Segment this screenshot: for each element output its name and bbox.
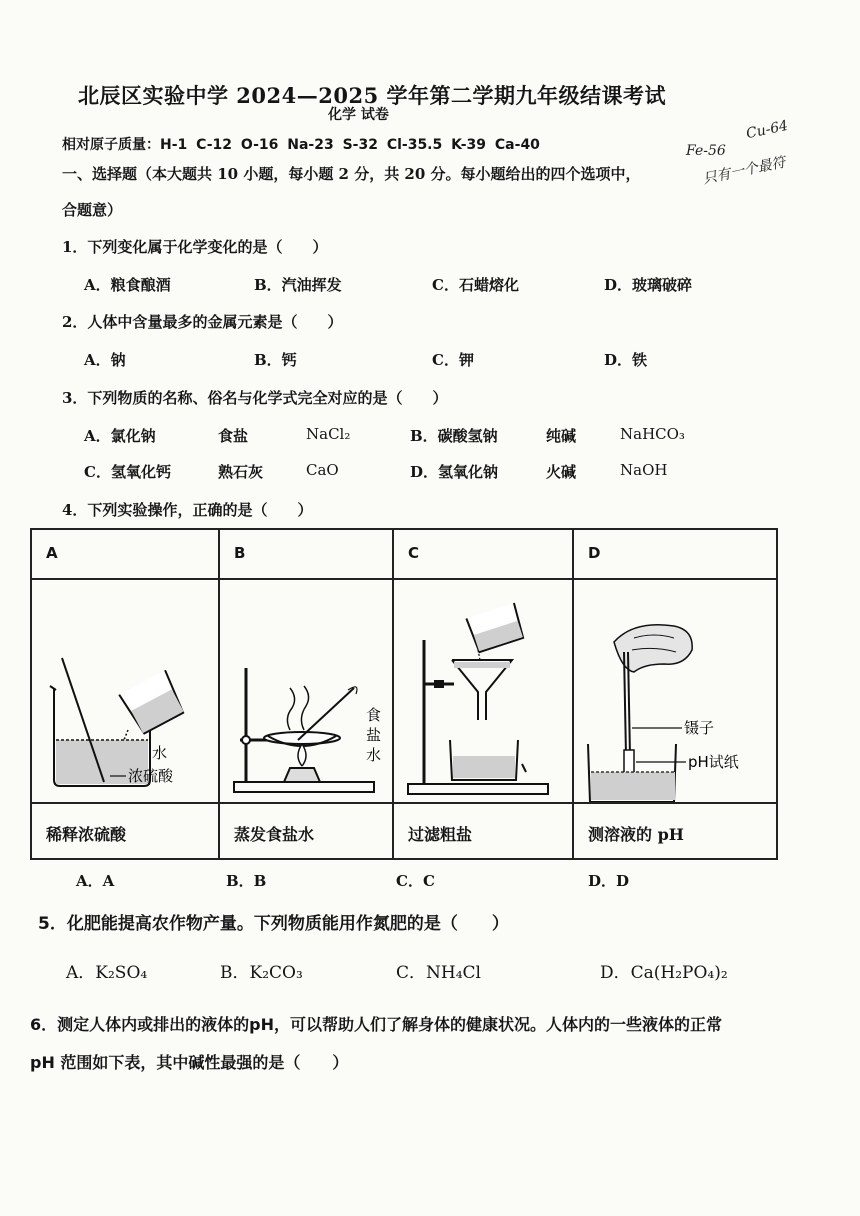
handwritten-fe: Fe-56 xyxy=(686,143,726,159)
q5-option-b: B．K₂CO₃ xyxy=(220,963,303,983)
q5-option-a: A．K₂SO₄ xyxy=(66,963,148,983)
q4-option-b: B．B xyxy=(226,872,267,890)
q3-d-formula: NaOH xyxy=(620,461,668,479)
q3-c-name: C．氢氧化钙 xyxy=(84,463,171,481)
q1-option-b: B．汽油挥发 xyxy=(254,276,342,294)
q3-b-common: 纯碱 xyxy=(546,427,577,445)
table-header-b: B xyxy=(219,529,393,579)
question-6-line2: pH 范围如下表，其中碱性最强的是（ ） xyxy=(30,1053,349,1072)
table-header-a: A xyxy=(31,529,219,579)
question-4-stem: 4．下列实验操作，正确的是（ ） xyxy=(62,501,313,519)
caption-c: 过滤粗盐 xyxy=(393,803,573,859)
label-tweezers: 镊子 xyxy=(684,719,715,737)
diagram-b-evaporation xyxy=(219,579,393,803)
q3-a-common: 食盐 xyxy=(218,427,249,445)
question-2-stem: 2．人体中含量最多的金属元素是（ ） xyxy=(62,313,343,331)
question-1-stem: 1．下列变化属于化学变化的是（ ） xyxy=(62,238,328,256)
handwritten-note: 只有一个最符 xyxy=(701,154,787,188)
question-6-line1: 6．测定人体内或排出的液体的pH，可以帮助人们了解身体的健康状况。人体内的一些液体的正常 xyxy=(30,1015,722,1034)
diagram-c-filtration xyxy=(393,579,573,803)
q3-b-name: B．碳酸氢钠 xyxy=(410,427,498,445)
q2-option-c: C．钾 xyxy=(432,351,474,369)
table-header-d: D xyxy=(573,529,777,579)
caption-a: 稀释浓硫酸 xyxy=(31,803,219,859)
handwritten-cu: Cu-64 xyxy=(744,117,790,143)
exam-subtitle: 化学 试卷 xyxy=(328,107,389,123)
q4-option-d: D．D xyxy=(588,872,630,890)
exam-title: 北辰区实验中学 2024—2025 学年第二学期九年级结课考试 xyxy=(78,83,667,108)
caption-b: 蒸发食盐水 xyxy=(219,803,393,859)
diagram-d-ph-test xyxy=(573,579,777,803)
table-header-c: C xyxy=(393,529,573,579)
experiment-table xyxy=(30,528,778,860)
q2-option-d: D．铁 xyxy=(604,351,648,369)
diagram-a-dilution xyxy=(31,579,219,803)
question-5-stem: 5．化肥能提高农作物产量。下列物质能用作氮肥的是（ ） xyxy=(38,914,509,934)
q3-b-formula: NaHCO₃ xyxy=(620,425,685,443)
question-3-stem: 3．下列物质的名称、俗名与化学式完全对应的是（ ） xyxy=(62,389,448,407)
q5-option-c: C．NH₄Cl xyxy=(396,963,481,983)
q2-option-a: A．钠 xyxy=(84,351,126,369)
q3-a-formula: NaCl₂ xyxy=(306,425,351,443)
q3-c-common: 熟石灰 xyxy=(218,463,264,481)
q3-c-formula: CaO xyxy=(306,461,339,479)
q4-option-c: C．C xyxy=(396,872,435,890)
q4-option-a: A．A xyxy=(76,872,115,890)
atomic-masses: 相对原子质量：H-1 C-12 O-16 Na-23 S-32 Cl-35.5 K-39 Ca-40 xyxy=(62,137,540,153)
label-ph-paper: pH试纸 xyxy=(688,753,739,771)
section-instruction: 一、选择题（本大题共 10 小题，每小题 2 分，共 20 分。每小题给出的四个选项中， xyxy=(62,165,641,183)
label-salt-2: 盐 xyxy=(366,726,382,744)
q1-option-a: A．粮食酿酒 xyxy=(84,276,171,294)
q1-option-c: C．石蜡熔化 xyxy=(432,276,519,294)
label-salt-3: 水 xyxy=(366,746,382,764)
q3-d-common: 火碱 xyxy=(546,463,577,481)
label-water: 水 xyxy=(152,744,168,762)
q3-d-name: D．氢氧化钠 xyxy=(410,463,499,481)
label-salt-1: 食 xyxy=(366,706,382,724)
q1-option-d: D．玻璃破碎 xyxy=(604,276,693,294)
caption-d: 测溶液的 pH xyxy=(573,803,777,859)
q2-option-b: B．钙 xyxy=(254,351,297,369)
q5-option-d: D．Ca(H₂PO₄)₂ xyxy=(600,963,728,983)
label-conc-acid: 浓硫酸 xyxy=(128,767,174,785)
section-instruction-cont: 合题意） xyxy=(62,201,123,219)
q3-a-name: A．氯化钠 xyxy=(84,427,156,445)
